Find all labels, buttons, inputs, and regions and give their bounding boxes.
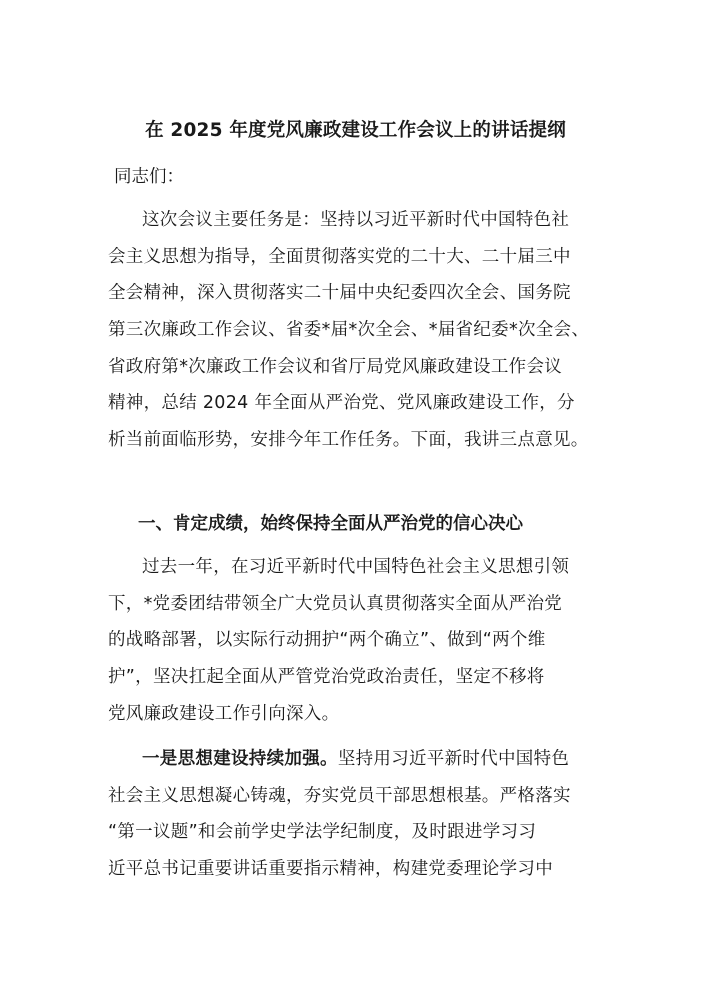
section1-paragraph xyxy=(108,549,608,732)
intro-paragraph xyxy=(108,202,608,459)
point1-paragraph xyxy=(108,741,608,888)
section1-line: 下，*党委团结带领全广大党员认真贯彻落实全面从严治党 xyxy=(108,593,563,614)
intro-line: 析当前面临形势，安排今年工作任务。下面，我讲三点意见。 xyxy=(108,430,589,451)
intro-line: 这次会议主要任务是：坚持以习近平新时代中国特色社 xyxy=(142,210,570,230)
section1-line: 的战略部署，以实际行动拥护“两个确立”、做到“两个维 xyxy=(108,630,546,651)
point1-bold-lead: 一是思想建设持续加强。 xyxy=(142,749,338,769)
point1-line: 近平总书记重要讲话重要指示精神，构建党委理论学习中 xyxy=(108,859,553,880)
section1-line: 过去一年，在习近平新时代中国特色社会主义思想引领 xyxy=(142,557,570,577)
intro-line: 全会精神，深入贯彻落实二十届中央纪委四次全会、国务院 xyxy=(108,283,571,304)
point1-line: 社会主义思想凝心铸魂，夯实党员干部思想根基。严格落实 xyxy=(108,785,571,806)
section1-line: 护”，坚决扛起全面从严管党治党政治责任，坚定不移将 xyxy=(108,667,545,688)
intro-line: 会主义思想为指导，全面贯彻落实党的二十大、二十届三中 xyxy=(108,246,571,267)
point1-first-rest: 坚持用习近平新时代中国特色 xyxy=(337,749,570,769)
point1-line: “第一议题”和会前学史学法学纪制度，及时跟进学习习 xyxy=(108,822,537,843)
intro-line: 第三次廉政工作会议、省委*届*次全会、*届省纪委*次全会、 xyxy=(108,320,590,341)
document-title: 在 2025 年度党风廉政建设工作会议上的讲话提纲 xyxy=(145,120,566,141)
greeting: 同志们： xyxy=(114,167,184,187)
intro-line: 精神，总结 2024 年全面从严治党、党风廉政建设工作，分 xyxy=(108,393,575,414)
section-heading-1: 一、肯定成绩，始终保持全面从严治党的信心决心 xyxy=(138,514,523,534)
intro-line: 省政府第*次廉政工作会议和省厅局党风廉政建设工作会议 xyxy=(108,356,563,377)
section1-line: 党风廉政建设工作引向深入。 xyxy=(108,703,340,724)
point1-first-line xyxy=(108,741,608,778)
